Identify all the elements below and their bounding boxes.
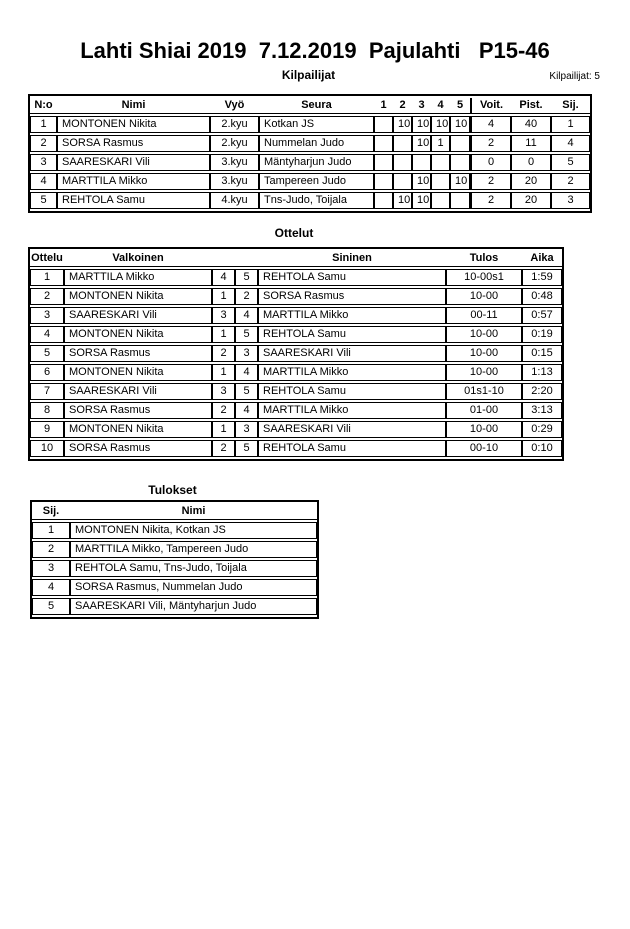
cell-round-3	[412, 154, 431, 171]
cell-seura: Tampereen Judo	[259, 173, 374, 190]
cell-aika: 0:29	[522, 421, 562, 438]
col-header-no: N:o	[30, 98, 57, 114]
cell-round-5	[450, 192, 470, 209]
cell-ottelu: 2	[30, 288, 64, 305]
cell-white-no: 1	[212, 326, 235, 343]
col-header-valkoinen: Valkoinen	[64, 251, 212, 267]
cell-vyo: 3.kyu	[210, 154, 259, 171]
cell-ottelu: 8	[30, 402, 64, 419]
cell-no: 1	[30, 116, 57, 133]
cell-ottelu: 3	[30, 307, 64, 324]
col-header-pist: Pist.	[511, 98, 551, 114]
cell-tulos: 00-10	[446, 440, 522, 457]
cell-aika: 1:13	[522, 364, 562, 381]
col-header-seura: Seura	[259, 98, 374, 114]
match-row	[30, 288, 562, 305]
cell-blue-no: 4	[235, 307, 258, 324]
cell-pist: 0	[511, 154, 551, 171]
page-title: Lahti Shiai 2019 7.12.2019 Pajulahti P15-46	[80, 38, 550, 63]
cell-sij: 2	[32, 541, 70, 558]
cell-aika: 0:10	[522, 440, 562, 457]
cell-vyo: 3.kyu	[210, 173, 259, 190]
cell-round-4: 1	[431, 135, 450, 152]
cell-round-5	[450, 154, 470, 171]
cell-white-no: 1	[212, 421, 235, 438]
cell-tulos: 01-00	[446, 402, 522, 419]
cell-nimi: MARTTILA Mikko	[57, 173, 210, 190]
cell-round-1	[374, 192, 393, 209]
cell-round-5: 10	[450, 173, 470, 190]
cell-voit: 0	[470, 154, 511, 171]
cell-sij: 4	[32, 579, 70, 596]
col-header-round-4: 4	[431, 98, 450, 114]
cell-sininen: REHTOLA Samu	[258, 326, 446, 343]
cell-nimi: SAARESKARI Vili, Mäntyharjun Judo	[70, 598, 317, 615]
cell-sininen: REHTOLA Samu	[258, 440, 446, 457]
cell-valkoinen: SAARESKARI Vili	[64, 307, 212, 324]
cell-sininen: MARTTILA Mikko	[258, 307, 446, 324]
cell-pist: 11	[511, 135, 551, 152]
match-row	[30, 421, 562, 438]
cell-blue-no: 2	[235, 288, 258, 305]
cell-sininen: REHTOLA Samu	[258, 269, 446, 286]
ottelut-heading: Ottelut	[274, 226, 314, 240]
kilpailijat-header-row	[30, 98, 590, 114]
match-row	[30, 345, 562, 362]
cell-nimi: SAARESKARI Vili	[57, 154, 210, 171]
match-row	[30, 383, 562, 400]
cell-sininen: SORSA Rasmus	[258, 288, 446, 305]
kilpailijat-table	[28, 94, 592, 213]
page	[0, 38, 630, 929]
cell-white-no: 1	[212, 288, 235, 305]
col-header-round-2: 2	[393, 98, 412, 114]
cell-tulos: 10-00	[446, 326, 522, 343]
cell-tulos: 10-00	[446, 288, 522, 305]
cell-white-no: 2	[212, 345, 235, 362]
match-row	[30, 307, 562, 324]
tulokset-heading: Tulokset	[148, 483, 197, 497]
cell-sij: 1	[32, 522, 70, 539]
cell-white-no: 2	[212, 402, 235, 419]
cell-aika: 3:13	[522, 402, 562, 419]
cell-no: 5	[30, 192, 57, 209]
cell-tulos: 10-00s1	[446, 269, 522, 286]
cell-voit: 2	[470, 135, 511, 152]
cell-sij: 4	[551, 135, 590, 152]
cell-blue-no: 5	[235, 269, 258, 286]
col-header-tulos: Tulos	[446, 251, 522, 267]
cell-sininen: REHTOLA Samu	[258, 383, 446, 400]
cell-ottelu: 6	[30, 364, 64, 381]
col-header-round-5: 5	[450, 98, 470, 114]
cell-pist: 20	[511, 192, 551, 209]
cell-round-2	[393, 173, 412, 190]
match-row	[30, 326, 562, 343]
cell-round-4: 10	[431, 116, 450, 133]
result-row	[32, 598, 317, 615]
cell-voit: 4	[470, 116, 511, 133]
cell-sij: 5	[551, 154, 590, 171]
result-row	[32, 541, 317, 558]
cell-voit: 2	[470, 173, 511, 190]
ottelut-header-row	[30, 251, 562, 267]
cell-sininen: SAARESKARI Vili	[258, 421, 446, 438]
cell-aika: 0:57	[522, 307, 562, 324]
col-header-vyo: Vyö	[210, 98, 259, 114]
competitor-row	[30, 173, 590, 190]
match-row	[30, 440, 562, 457]
kilpailijat-heading: Kilpailijat	[281, 68, 336, 82]
competitors-count: Kilpailijat: 5	[549, 71, 600, 82]
cell-nimi: MONTONEN Nikita, Kotkan JS	[70, 522, 317, 539]
col-header-aika: Aika	[522, 251, 562, 267]
cell-round-5: 10	[450, 116, 470, 133]
competitor-row	[30, 116, 590, 133]
cell-round-1	[374, 154, 393, 171]
cell-ottelu: 4	[30, 326, 64, 343]
cell-blue-no: 3	[235, 345, 258, 362]
cell-round-4	[431, 154, 450, 171]
cell-white-no: 3	[212, 383, 235, 400]
cell-ottelu: 5	[30, 345, 64, 362]
cell-sij: 2	[551, 173, 590, 190]
cell-sij: 3	[32, 560, 70, 577]
col-header-round-3: 3	[412, 98, 431, 114]
col-header-sij: Sij.	[551, 98, 590, 114]
cell-no: 2	[30, 135, 57, 152]
cell-nimi: MONTONEN Nikita	[57, 116, 210, 133]
cell-valkoinen: SORSA Rasmus	[64, 402, 212, 419]
kilpailijat-heading-row	[0, 68, 630, 84]
cell-no: 3	[30, 154, 57, 171]
result-row	[32, 560, 317, 577]
cell-blue-no: 5	[235, 383, 258, 400]
cell-valkoinen: MARTTILA Mikko	[64, 269, 212, 286]
cell-round-2	[393, 154, 412, 171]
cell-seura: Mäntyharjun Judo	[259, 154, 374, 171]
cell-valkoinen: MONTONEN Nikita	[64, 364, 212, 381]
cell-nimi: SORSA Rasmus	[57, 135, 210, 152]
cell-voit: 2	[470, 192, 511, 209]
cell-sininen: MARTTILA Mikko	[258, 402, 446, 419]
cell-seura: Nummelan Judo	[259, 135, 374, 152]
cell-round-3: 10	[412, 135, 431, 152]
cell-aika: 0:15	[522, 345, 562, 362]
cell-pist: 20	[511, 173, 551, 190]
col-header-sininen: Sininen	[258, 251, 446, 267]
cell-round-4	[431, 173, 450, 190]
cell-blue-no: 5	[235, 326, 258, 343]
cell-nimi: REHTOLA Samu, Tns-Judo, Toijala	[70, 560, 317, 577]
cell-tulos: 00-11	[446, 307, 522, 324]
cell-round-3: 10	[412, 116, 431, 133]
cell-aika: 0:48	[522, 288, 562, 305]
cell-tulos: 01s1-10	[446, 383, 522, 400]
cell-white-no: 2	[212, 440, 235, 457]
cell-round-3: 10	[412, 192, 431, 209]
cell-white-no: 4	[212, 269, 235, 286]
cell-nimi: REHTOLA Samu	[57, 192, 210, 209]
cell-valkoinen: MONTONEN Nikita	[64, 326, 212, 343]
match-row	[30, 402, 562, 419]
cell-tulos: 10-00	[446, 345, 522, 362]
cell-blue-no: 3	[235, 421, 258, 438]
ottelut-table	[28, 247, 564, 461]
cell-vyo: 2.kyu	[210, 116, 259, 133]
col-header-sij: Sij.	[32, 504, 70, 520]
cell-sij: 1	[551, 116, 590, 133]
competitor-row	[30, 192, 590, 209]
cell-valkoinen: MONTONEN Nikita	[64, 288, 212, 305]
tulokset-header-row	[32, 504, 317, 520]
cell-round-3: 10	[412, 173, 431, 190]
cell-aika: 0:19	[522, 326, 562, 343]
cell-round-2: 10	[393, 116, 412, 133]
cell-white-no: 1	[212, 364, 235, 381]
competitor-row	[30, 135, 590, 152]
cell-seura: Kotkan JS	[259, 116, 374, 133]
cell-valkoinen: MONTONEN Nikita	[64, 421, 212, 438]
col-header-white-no	[212, 251, 235, 267]
cell-round-1	[374, 116, 393, 133]
cell-vyo: 2.kyu	[210, 135, 259, 152]
tulokset-table	[30, 500, 319, 619]
cell-round-2: 10	[393, 192, 412, 209]
cell-sininen: MARTTILA Mikko	[258, 364, 446, 381]
cell-vyo: 4.kyu	[210, 192, 259, 209]
cell-round-5	[450, 135, 470, 152]
cell-tulos: 10-00	[446, 421, 522, 438]
cell-ottelu: 10	[30, 440, 64, 457]
col-header-ottelu: Ottelu	[30, 251, 64, 267]
cell-blue-no: 4	[235, 402, 258, 419]
cell-sij: 5	[32, 598, 70, 615]
cell-round-1	[374, 135, 393, 152]
cell-ottelu: 7	[30, 383, 64, 400]
match-row	[30, 364, 562, 381]
cell-nimi: SORSA Rasmus, Nummelan Judo	[70, 579, 317, 596]
cell-white-no: 3	[212, 307, 235, 324]
col-header-nimi: Nimi	[70, 504, 317, 520]
cell-sininen: SAARESKARI Vili	[258, 345, 446, 362]
cell-ottelu: 9	[30, 421, 64, 438]
cell-aika: 2:20	[522, 383, 562, 400]
cell-pist: 40	[511, 116, 551, 133]
col-header-voit: Voit.	[470, 98, 511, 114]
cell-round-4	[431, 192, 450, 209]
cell-nimi: MARTTILA Mikko, Tampereen Judo	[70, 541, 317, 558]
col-header-round-1: 1	[374, 98, 393, 114]
cell-seura: Tns-Judo, Toijala	[259, 192, 374, 209]
cell-blue-no: 5	[235, 440, 258, 457]
col-header-blue-no	[235, 251, 258, 267]
col-header-nimi: Nimi	[57, 98, 210, 114]
cell-ottelu: 1	[30, 269, 64, 286]
cell-round-1	[374, 173, 393, 190]
cell-no: 4	[30, 173, 57, 190]
cell-sij: 3	[551, 192, 590, 209]
result-row	[32, 579, 317, 596]
cell-valkoinen: SAARESKARI Vili	[64, 383, 212, 400]
cell-valkoinen: SORSA Rasmus	[64, 440, 212, 457]
competitor-row	[30, 154, 590, 171]
cell-aika: 1:59	[522, 269, 562, 286]
result-row	[32, 522, 317, 539]
match-row	[30, 269, 562, 286]
cell-tulos: 10-00	[446, 364, 522, 381]
cell-round-2	[393, 135, 412, 152]
cell-valkoinen: SORSA Rasmus	[64, 345, 212, 362]
cell-blue-no: 4	[235, 364, 258, 381]
